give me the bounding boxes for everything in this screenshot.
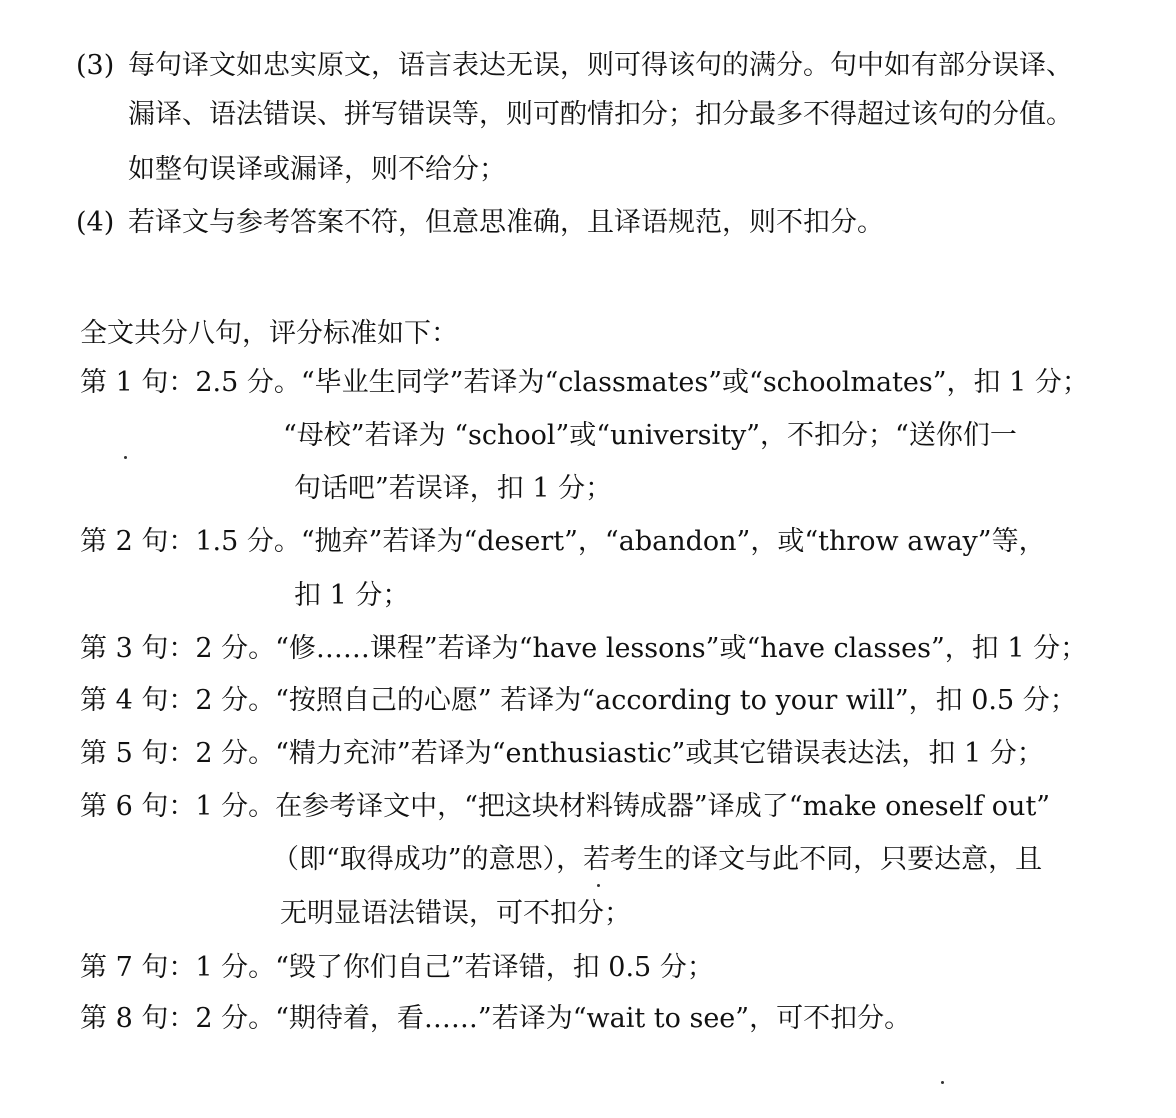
sentence-6-line-2: （即“取得成功”的意思），若考生的译文与此不同，只要达意，且 [272,844,1043,875]
sentence-1-line-2: “母校”若译为 “school”或“university”，不扣分；“送你们一 [283,420,1017,451]
sentence-7-line-1 [80,950,714,986]
sentence-8-label: 第 8 句： [80,1003,196,1034]
sentence-2-line-2: 扣 1 分； [294,580,410,611]
sentence-4-line-1 [80,683,1077,719]
rule-4-marker: (4) [76,207,115,238]
sentence-3-line-1 [80,631,1087,667]
intro-text: 全文共分八句，评分标准如下： [80,318,458,349]
sentence-4-text-1: 2 分。“按照自己的心愿” 若译为“according to your will”，扣 0.5 分； [195,685,1077,716]
sentence-4-label: 第 4 句： [80,685,196,716]
sentence-6-line-3: 无明显语法错误，可不扣分； [280,898,631,929]
rule-3-line-1 [76,48,1073,84]
sentence-8-text-1: 2 分。“期待着，看……”若译为“wait to see”，可不扣分。 [195,1003,912,1034]
sentence-3-label: 第 3 句： [80,633,196,664]
sentence-1-line-3: 句话吧”若误译，扣 1 分； [294,473,613,504]
rule-3-marker: (3) [76,50,115,81]
rule-3-line-2: 漏译、语法错误、拼写错误等，则可酌情扣分；扣分最多不得超过该句的分值。 [128,99,1073,130]
scan-speck [597,884,600,887]
rule-3-text-1: 每句译文如忠实原文，语言表达无误，则可得该句的满分。句中如有部分误译、 [128,50,1073,81]
rule-3-line-3: 如整句误译或漏译，则不给分； [128,154,506,185]
sentence-2-line-1 [80,524,1046,560]
sentence-1-line-1 [80,365,1089,401]
sentence-3-text-1: 2 分。“修……课程”若译为“have lessons”或“have classes”，扣 1 分； [195,633,1088,664]
rule-4-line-1 [76,205,884,241]
sentence-6-line-1 [80,789,1050,825]
sentence-1-text-1: 2.5 分。“毕业生同学”若译为“classmates”或“schoolmates”，扣 1 分； [195,367,1089,398]
sentence-1-label: 第 1 句： [80,367,196,398]
sentence-7-label: 第 7 句： [80,952,196,983]
sentence-2-label: 第 2 句： [80,526,196,557]
sentence-8-line-1 [80,1001,911,1037]
sentence-5-text-1: 2 分。“精力充沛”若译为“enthusiastic”或其它错误表达法，扣 1 分； [195,738,1044,769]
sentence-6-text-1: 1 分。在参考译文中，“把这块材料铸成器”译成了“make oneself out” [195,791,1051,822]
sentence-5-line-1 [80,736,1044,772]
sentence-5-label: 第 5 句： [80,738,196,769]
sentence-7-text-1: 1 分。“毁了你们自己”若译错，扣 0.5 分； [195,952,714,983]
scan-speck [941,1081,944,1084]
scan-speck [124,456,127,459]
sentence-6-label: 第 6 句： [80,791,196,822]
rule-4-text-1: 若译文与参考答案不符，但意思准确，且译语规范，则不扣分。 [128,207,884,238]
sentence-2-text-1: 1.5 分。“抛弃”若译为“desert”，“abandon”，或“throw away”等， [195,526,1046,557]
